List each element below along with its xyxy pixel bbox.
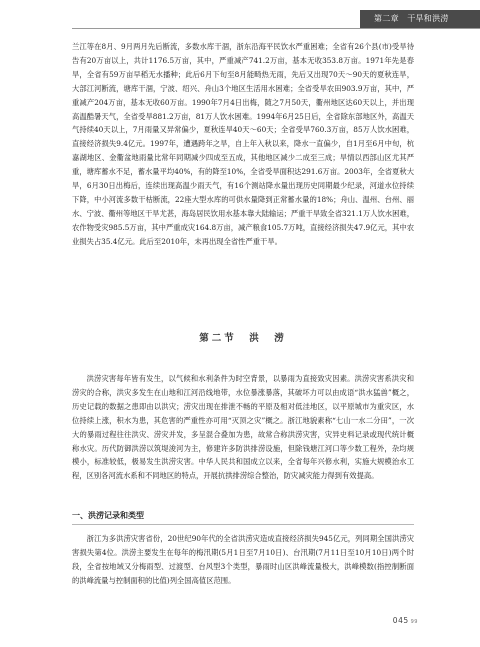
page-number-value: 045 (392, 616, 409, 625)
chapter-header-tab: 第二章 干旱和洪涝 (360, 10, 480, 28)
paragraph-flood-types: 浙江为多洪涝灾害省份，20世纪90年代的全省洪涝灾造成直接经济损失945亿元，列同期全国洪涝灾害损失第4位。洪涝主要发生在每年的梅汛期(5月1日至7月10日)、台汛期(7月11日至10月10日)两个时段，全省按地域又分梅雨型、过渡型、台风型3个类型，暴雨时山区洪峰流量极大，洪峰模数(指控制断面的洪峰流量与控制面积的比值)列全国高值区范围。 (72, 534, 414, 585)
subsection-rule (72, 524, 414, 525)
page-mark: 99 (410, 619, 418, 625)
page-number (393, 616, 418, 625)
section-title: 第二节 洪 涝 (199, 333, 287, 344)
page-header (0, 0, 480, 34)
subsection-title: 一、洪涝记录和类型 (72, 511, 144, 520)
paragraph-drought-history: 兰江等在8月、9月两月先后断流，多数水库干涸，浙东沿海平民饮水严重困难；全省有26个县(市)受旱待告有20万亩以上，共计1176.5万亩，其中，严重减产741.2万亩，基本无收353.8万亩。1971年先是春旱，全省有59万亩早稻无水播种；此后6月下旬至8月能畸热无雨，先后又出现70天～90天的夏秋连旱，大部江河断流，塘库干涸，宁波、绍兴、舟山3个地区生活用水困难；全省受旱农田903.9万亩，其中，严重减产204万亩，基本无收60万亩。1990年7月4日出梅，随之7月50天，衢州地区达60天以上，并出现高温酷暑天气，全省受旱881.2万亩，81万人饮水困难。1994年6月25日后，全省除东部地区外，高温天气持续40天以上，7月雨量又异常偏少，夏秋连旱40天～60天；全省受旱760.3万亩，85万人饮水困难，直接经济损失9.4亿元。1997年，遭遇跨年之旱，自上年入秋以来，降水一直偏少，自1月至6月中旬，杭嘉湖地区、金衢盆地雨量比常年同期减少四成至五成，其他地区减少二成至三成；旱情以西部山区尤其严重，塘库蓄水不足，蓄水量平均40%，有的降至10%，全省受旱面积达291.6万亩。2003年，全省夏秋大旱，6月30日出梅后，连续出现高温少雨天气，有16个测站降水量出现历史同期最少纪录，河道水位持续下降，中小河流多数干枯断流，22座大型水库的可供水量降到正常蓄水量的18%；舟山、温州、台州、丽水、宁波、衢州等地区干旱尤甚，海岛居民饮用水基本靠大陆输运；严重干旱致全省321.1万人饮水困难，农作物受灾985.5万亩，其中严重成灾164.8万亩，减产粮食105.7万吨，直接经济损失47.9亿元，其中农业损失占35.4亿元。此后至2010年，未再出现全省性严重干旱。 (72, 42, 414, 246)
header-rule (72, 28, 480, 29)
paragraph-flood-overview: 洪涝灾害每年皆有发生，以气候和水利条件为时空背景，以暴雨为直接致灾因素。洪涝灾害系洪灾和涝灾的合称，洪灾多发生在山地和江河沿线地带，水位暴涨暴落，其破坏力可以由成语“洪水猛兽”概之，历史记载的数据之患即由以洪灾；涝灾出现在排泄不畅的平原及相对低洼地区，以平原城市为重灾区，水位持续上涨，积水为患，其危害的严重性亦可用“灭顶之灾”概之。浙江地貌素称“七山一水二分田”，一次大的暴雨过程往往洪灾、涝灾并发，多呈混合叠加为患，故常合称洪涝灾害，灾异史料记录或现代统计概称水灾。历代防御洪涝以筑堤浚河为主，修建许多防洪排涝设施，但除钱塘江河口等少数工程外，杂均规模小，标准较低，极易发生洪涝灾害。中华人民共和国成立以来，全省每年兴修水利，实施大规模治水工程，区别各河流水系和不同地区的特点，开展抗拱排涝综合整治，防灾减灾能力得到有效提高。 (72, 374, 414, 481)
